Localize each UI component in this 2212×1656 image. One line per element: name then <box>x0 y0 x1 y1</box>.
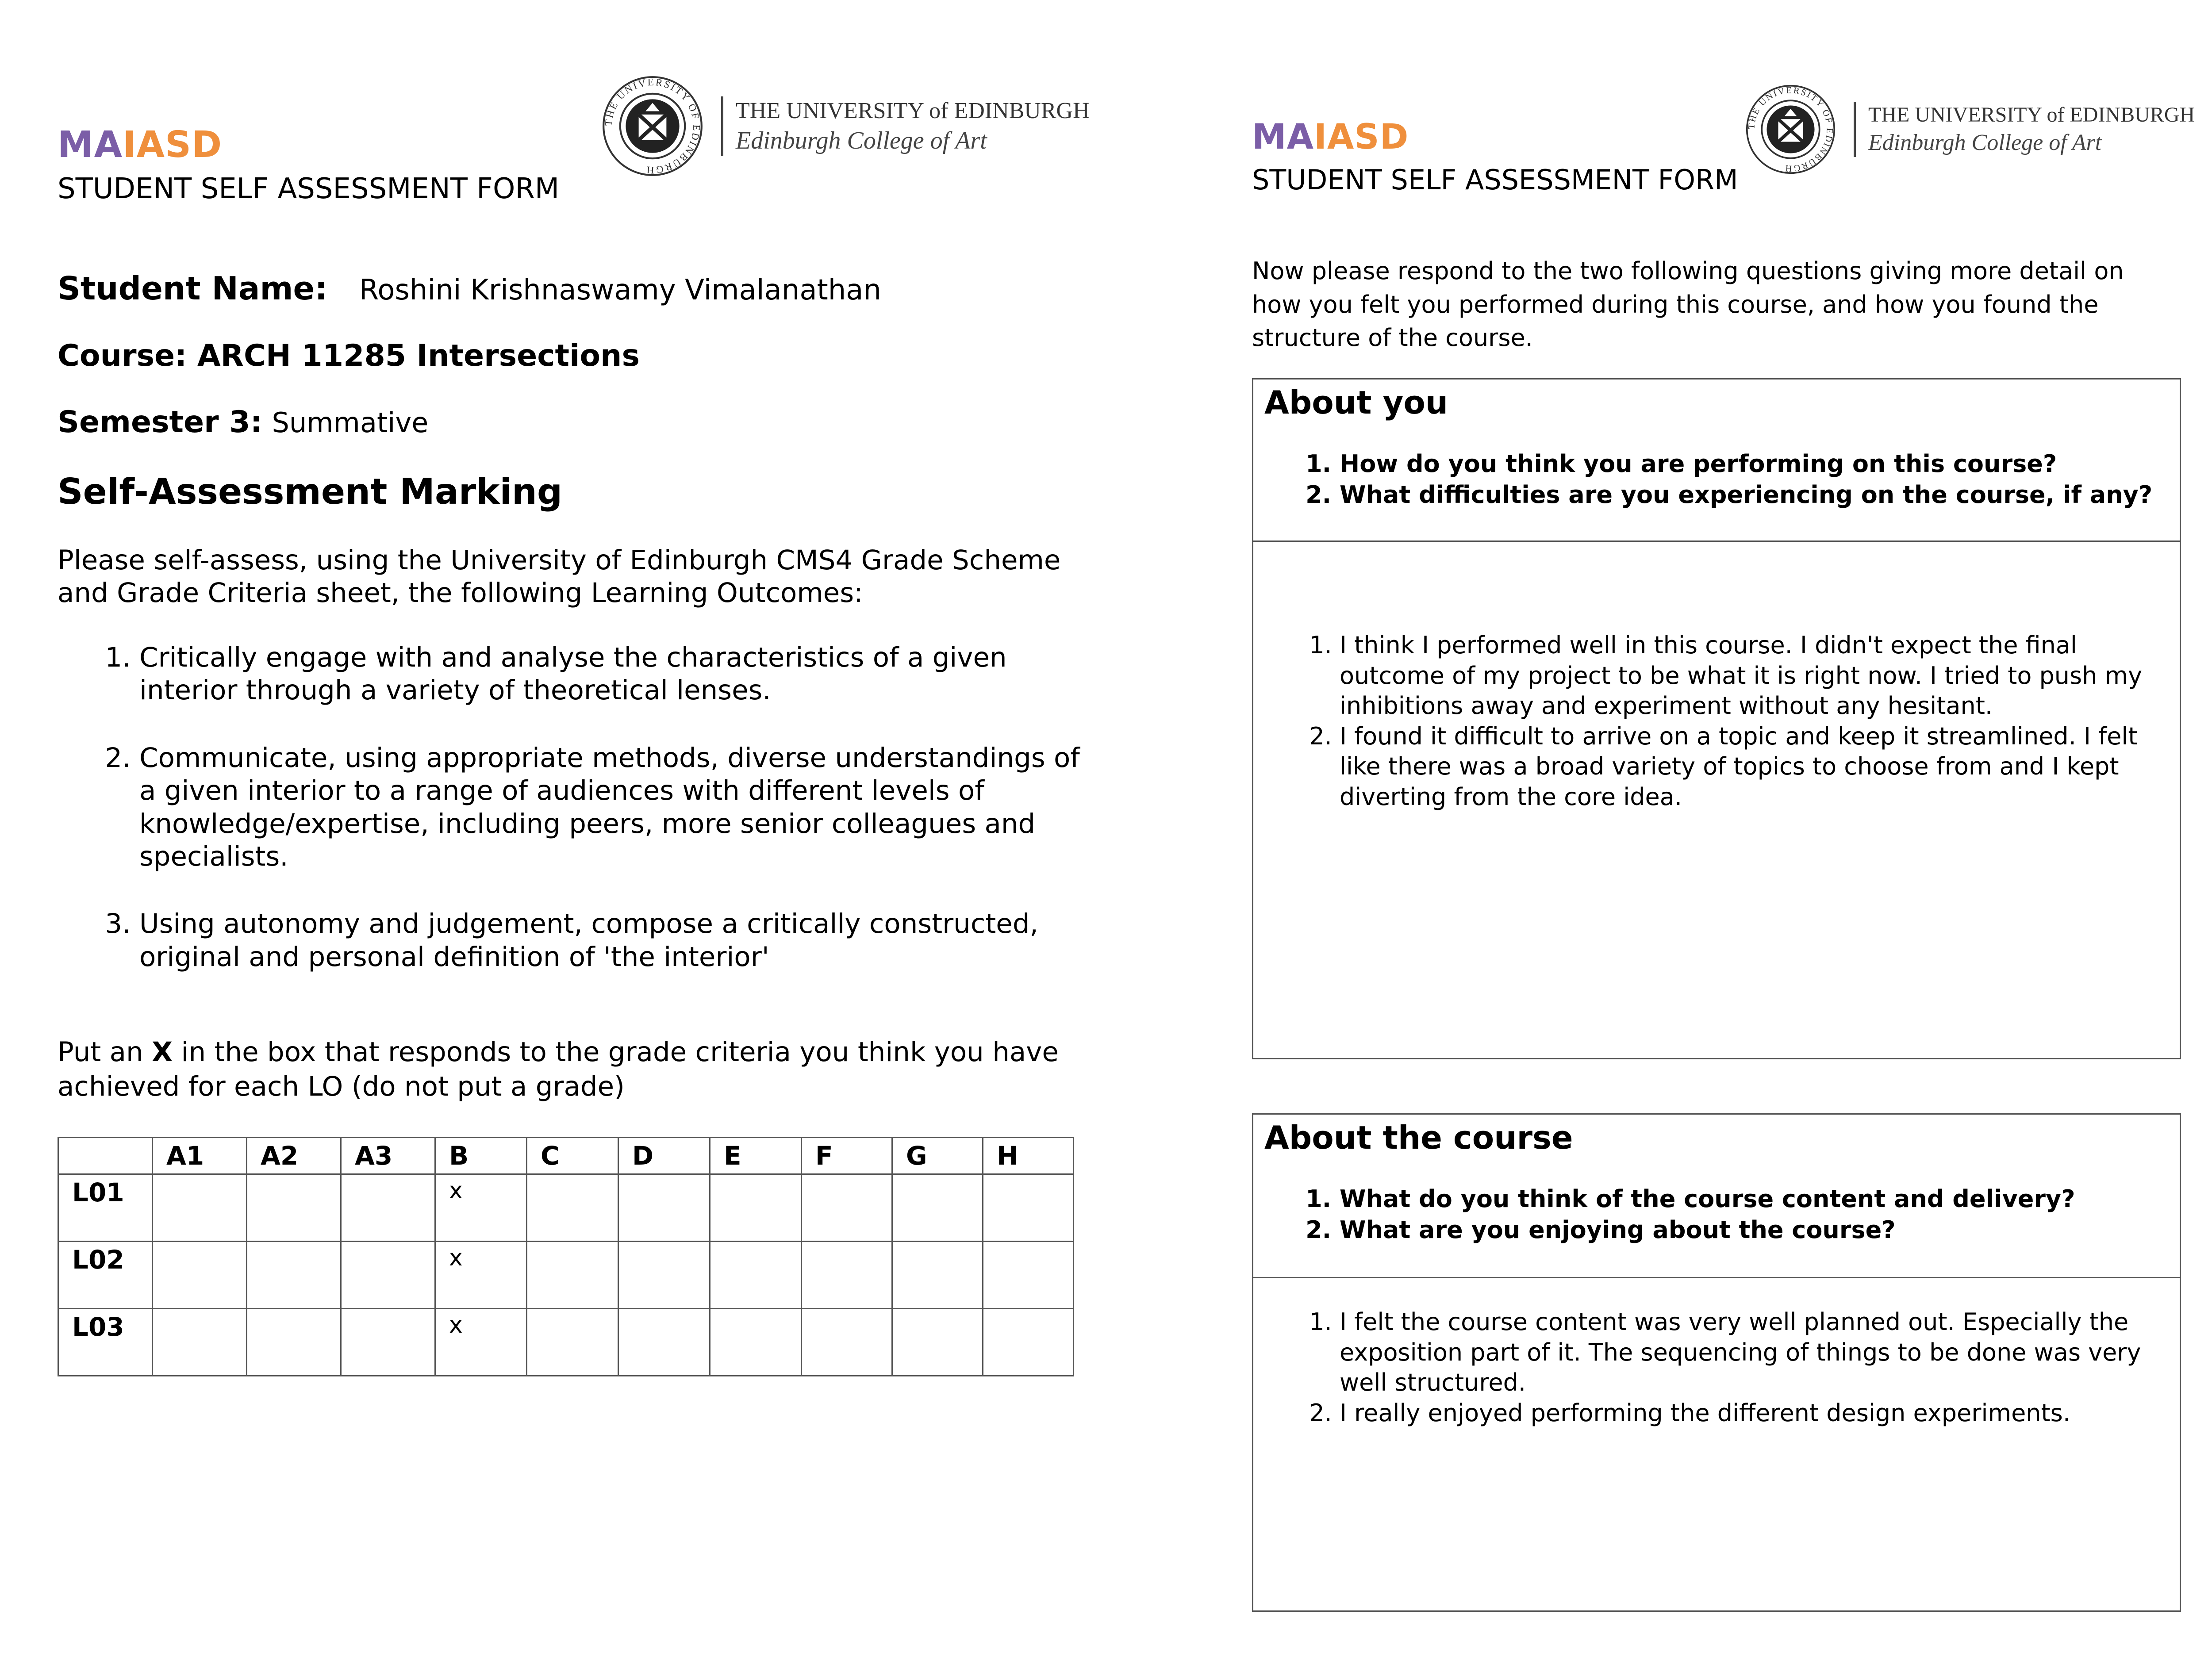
table-row <box>58 1174 1074 1242</box>
grade-cell[interactable] <box>618 1242 710 1309</box>
program-name: MAIASD <box>1252 117 1409 157</box>
university-seal-icon <box>602 75 703 177</box>
university-logo <box>1745 84 2195 175</box>
svg-text:THE UNIVERSITY OF EDINBURGH: THE UNIVERSITY OF EDINBURGH <box>603 76 703 176</box>
outcome-item: 3. Using autonomy and judgement, compose a critically constructed, original and personal definition of 'the interior' <box>139 908 1088 974</box>
grade-cell[interactable] <box>341 1309 435 1376</box>
grade-cell[interactable] <box>802 1309 892 1376</box>
grade-cell[interactable] <box>527 1174 618 1242</box>
semester-value: Summative <box>272 406 429 439</box>
question-item: 2. What are you enjoying about the course? <box>1340 1215 2169 1246</box>
section-heading: Self-Assessment Marking <box>58 471 563 512</box>
about-you-box <box>1252 378 2181 1059</box>
university-logo <box>602 75 1090 177</box>
answer-item: 1. I think I performed well in this course. I didn't expect the final outcome of my project to be what it is right now. I tried to push my inhibitions away and experiment without any hesitant. <box>1340 630 2171 721</box>
form-title: STUDENT SELF ASSESSMENT FORM <box>1252 164 1738 196</box>
university-name: THE UNIVERSITY of EDINBURGH <box>1868 103 2195 126</box>
student-name-value: Roshini Krishnaswamy Vimalanathan <box>359 274 882 307</box>
grade-cell[interactable] <box>153 1242 247 1309</box>
grade-cell[interactable] <box>618 1174 710 1242</box>
grade-table <box>58 1137 1074 1376</box>
grade-cell[interactable]: x <box>435 1174 527 1242</box>
header-cell <box>58 1138 153 1174</box>
question-item: 1. How do you think you are performing on this course? <box>1340 448 2169 479</box>
student-name-row <box>58 270 881 307</box>
about-course-title: About the course <box>1264 1119 1573 1156</box>
grade-table-header <box>58 1138 1074 1174</box>
instruction-text: Put an X in the box that responds to the grade criteria you think you have achieved for each LO (do not put a grade) <box>58 1036 1059 1103</box>
college-name: Edinburgh College of Art <box>736 126 987 154</box>
header-cell: C <box>527 1138 618 1174</box>
table-row <box>58 1309 1074 1376</box>
grade-cell[interactable] <box>710 1309 802 1376</box>
grade-cell[interactable] <box>153 1309 247 1376</box>
form-title: STUDENT SELF ASSESSMENT FORM <box>58 172 560 205</box>
table-row <box>58 1242 1074 1309</box>
grade-cell[interactable] <box>983 1174 1074 1242</box>
about-you-title: About you <box>1264 384 1448 421</box>
about-course-box <box>1252 1113 2181 1612</box>
grade-cell[interactable] <box>892 1242 983 1309</box>
outcome-item: 1. Critically engage with and analyse the characteristics of a given interior through a variety of theoretical lenses. <box>139 641 1088 707</box>
header-cell: G <box>892 1138 983 1174</box>
response-intro: Now please respond to the two following questions giving more detail on how you felt you performed during this course, and how you found the structure of the course. <box>1252 257 2124 352</box>
lo-label: L02 <box>58 1242 153 1309</box>
grade-cell[interactable] <box>618 1309 710 1376</box>
grade-cell[interactable] <box>710 1242 802 1309</box>
header-cell: E <box>710 1138 802 1174</box>
grade-cell[interactable] <box>247 1242 341 1309</box>
grade-cell[interactable] <box>153 1174 247 1242</box>
header-cell: A2 <box>247 1138 341 1174</box>
header-cell: F <box>802 1138 892 1174</box>
intro-text: Please self-assess, using the University of Edinburgh CMS4 Grade Scheme and Grade Criteria sheet, the following Learning Outcomes: <box>58 544 1061 609</box>
header-cell: B <box>435 1138 527 1174</box>
grade-cell[interactable] <box>247 1309 341 1376</box>
semester-row <box>58 405 428 440</box>
header-cell: A1 <box>153 1138 247 1174</box>
grade-cell[interactable] <box>802 1174 892 1242</box>
answer-item: 2. I found it difficult to arrive on a topic and keep it streamlined. I felt like there was a broad variety of topics to choose from and I kept diverting from the core idea. <box>1340 721 2171 813</box>
lo-label: L01 <box>58 1174 153 1242</box>
grade-cell[interactable] <box>892 1309 983 1376</box>
lo-label: L03 <box>58 1309 153 1376</box>
semester-label: Semester 3: <box>58 405 262 440</box>
grade-cell[interactable] <box>341 1174 435 1242</box>
grade-cell[interactable] <box>983 1309 1074 1376</box>
grade-cell[interactable] <box>710 1174 802 1242</box>
grade-cell[interactable] <box>527 1309 618 1376</box>
grade-cell[interactable]: x <box>435 1309 527 1376</box>
about-course-questions <box>1253 1115 2180 1278</box>
student-name-label: Student Name: <box>58 270 328 307</box>
grade-cell[interactable] <box>983 1242 1074 1309</box>
about-you-answers <box>1253 542 2180 812</box>
university-seal-icon <box>1745 84 1836 175</box>
grade-cell[interactable] <box>802 1242 892 1309</box>
college-name: Edinburgh College of Art <box>1868 130 2102 155</box>
grade-cell[interactable] <box>341 1242 435 1309</box>
answer-item: 2. I really enjoyed performing the different design experiments. <box>1340 1398 2171 1429</box>
header-cell: D <box>618 1138 710 1174</box>
program-name: MAIASD <box>58 124 223 166</box>
svg-text:THE UNIVERSITY OF EDINBURGH: THE UNIVERSITY OF EDINBURGH <box>1747 85 1835 173</box>
question-item: 2. What difficulties are you experiencing on the course, if any? <box>1340 479 2169 510</box>
outcome-item: 2. Communicate, using appropriate methods, diverse understandings of a given interior to a range of audiences with different levels of knowledge/expertise, including peers, more senior colleagues and specialists. <box>139 742 1088 874</box>
grade-cell[interactable] <box>247 1174 341 1242</box>
about-you-questions <box>1253 380 2180 542</box>
university-name: THE UNIVERSITY of EDINBURGH <box>736 98 1090 123</box>
about-course-answers <box>1253 1278 2180 1428</box>
header-cell: A3 <box>341 1138 435 1174</box>
answer-item: 1. I felt the course content was very well planned out. Especially the exposition part of it. The sequencing of things to be done was very well structured. <box>1340 1307 2171 1398</box>
question-item: 1. What do you think of the course content and delivery? <box>1340 1184 2169 1215</box>
grade-cell[interactable] <box>527 1242 618 1309</box>
header-cell: H <box>983 1138 1074 1174</box>
grade-cell[interactable] <box>892 1174 983 1242</box>
course-title: Course: ARCH 11285 Intersections <box>58 338 640 373</box>
learning-outcomes <box>58 641 1088 1008</box>
grade-cell[interactable]: x <box>435 1242 527 1309</box>
